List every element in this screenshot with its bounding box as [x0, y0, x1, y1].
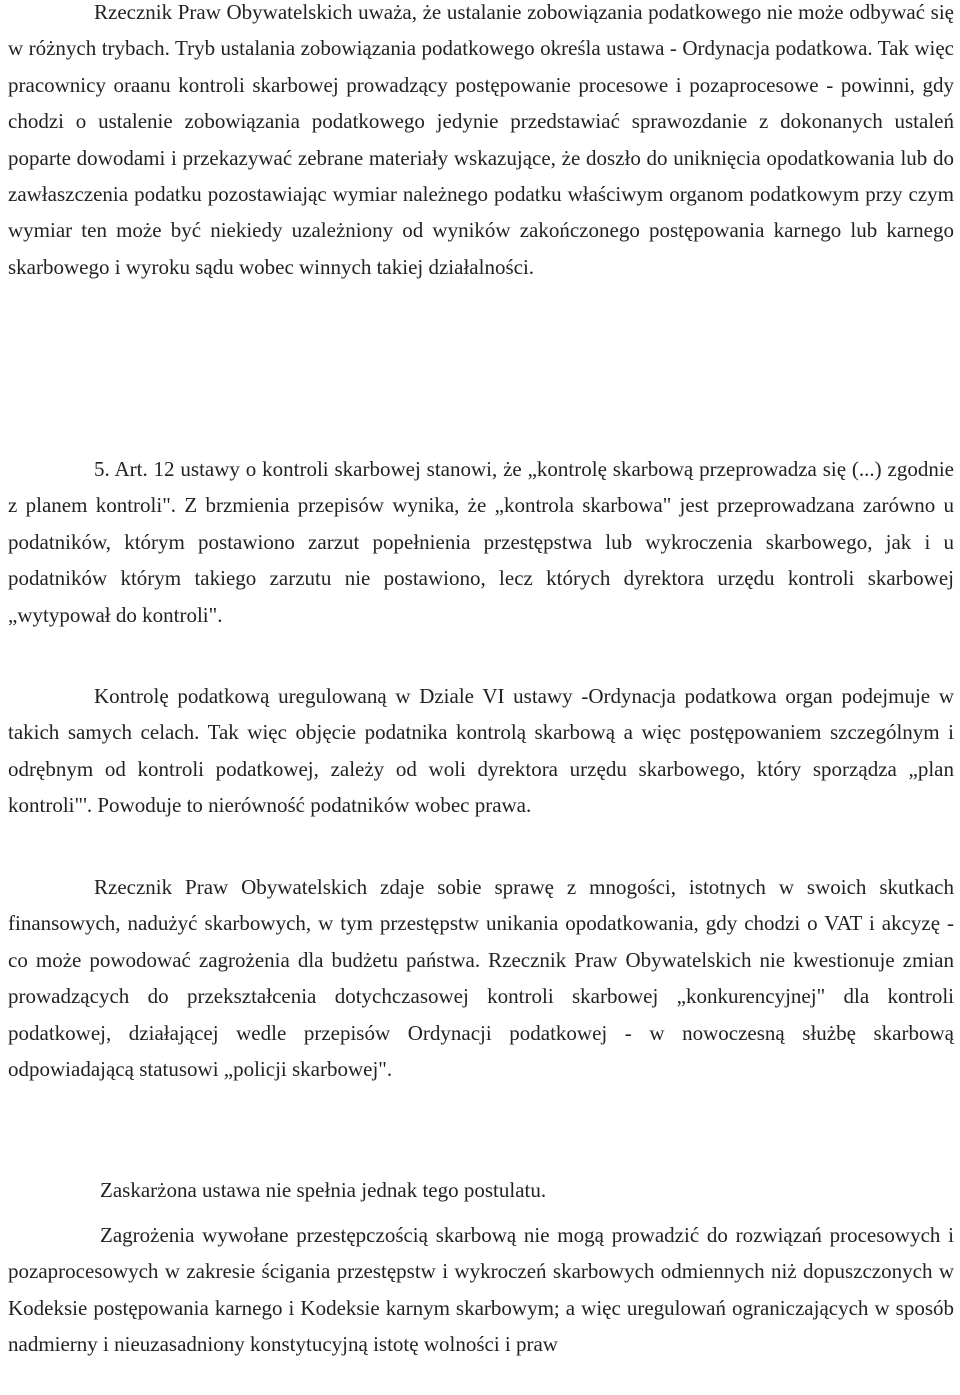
paragraph-fiscal-abuses: Rzecznik Praw Obywatelskich zdaje sobie sprawę z mnogości, istotnych w swoich skutkach finansowych, nadużyć skarbowych, w tym przestępstw unikania opodatkowania, gdy chodzi o VAT i akcyzę - co może powodować zagrożenia dla budżetu państwa. Rzecznik Praw Obywatelskich nie kwestionuje zmian prowadzących do przekształcenia dotychczasowej kontroli skarbowej „konkurencyjnej" dla kontroli podatkowej, działającej wedle przepisów Ordynacji podatkowej - w nowoczesną służbę skarbową odpowiadającą statusowi „policji skarbowej". [8, 875, 954, 1082]
paragraph-postulate: Zaskarżona ustawa nie spełnia jednak tego postulatu. [100, 1178, 547, 1202]
paragraph-tax-inspection-inequality: Kontrolę podatkową uregulowaną w Dziale VI ustawy -Ordynacja podatkowa organ podejmuje w takich samych celach. Tak więc objęcie podatnika kontrolą skarbową a więc postępowaniem szczególnym i odrębnym od kontroli podatkowej, zależy od woli dyrektora urzędu skarbowego, który sporządza „plan kontroli"'. Powoduje to nierówność podatników wobec prawa. [8, 684, 954, 818]
paragraph-procedural-solutions: Zagrożenia wywołane przestępczością skarbową nie mogą prowadzić do rozwiązań procesowych i pozaprocesowych w zakresie ścigania przestępstw i wykroczeń skarbowych odmiennych niż dopuszczonych w Kodeksie postępowania karnego i Kodeksie karnym skarbowym; a więc uregulowań ograniczających w sposób nadmierny i nieuzasadniony konstytucyjną istotę wolności i praw [8, 1223, 954, 1357]
paragraph-art-12-fiscal-control: 5. Art. 12 ustawy o kontroli skarbowej stanowi, że „kontrolę skarbową przeprowadza się (...) zgodnie z planem kontroli". Z brzmienia przepisów wynika, że „kontrola skarbowa" jest przeprowadzana zarówno u podatników, którym postawiono zarzut popełnienia przestępstwa lub wykroczenia skarbowego, jak i u podatników którym takiego zarzutu nie postawiono, lecz których dyrektora urzędu kontroli skarbowej „wytypował do kontroli". [8, 457, 954, 627]
paragraph-ombudsman-tax-obligation: Rzecznik Praw Obywatelskich uważa, że ustalanie zobowiązania podatkowego nie może odbywać się w różnych trybach. Tryb ustalania zobowiązania podatkowego określa ustawa - Ordynacja podatkowa. Tak więc pracownicy oraanu kontroli skarbowej prowadzący postępowanie procesowe i pozaprocesowe - powinni, gdy chodzi o ustalenie zobowiązania podatkowego jedynie przedstawiać sprawozdanie z dokonanych ustaleń poparte dowodami i przekazywać zebrane materiały wskazujące, że doszło do uniknięcia opodatkowania lub do zawłaszczenia podatku pozostawiając wymiar należnego podatku właściwym organom podatkowym przy czym wymiar ten może być niekiedy uzależniony od wyników zakończonego postępowania karnego lub karnego skarbowego i wyroku sądu wobec winnych takiej działalności. [8, 0, 954, 279]
